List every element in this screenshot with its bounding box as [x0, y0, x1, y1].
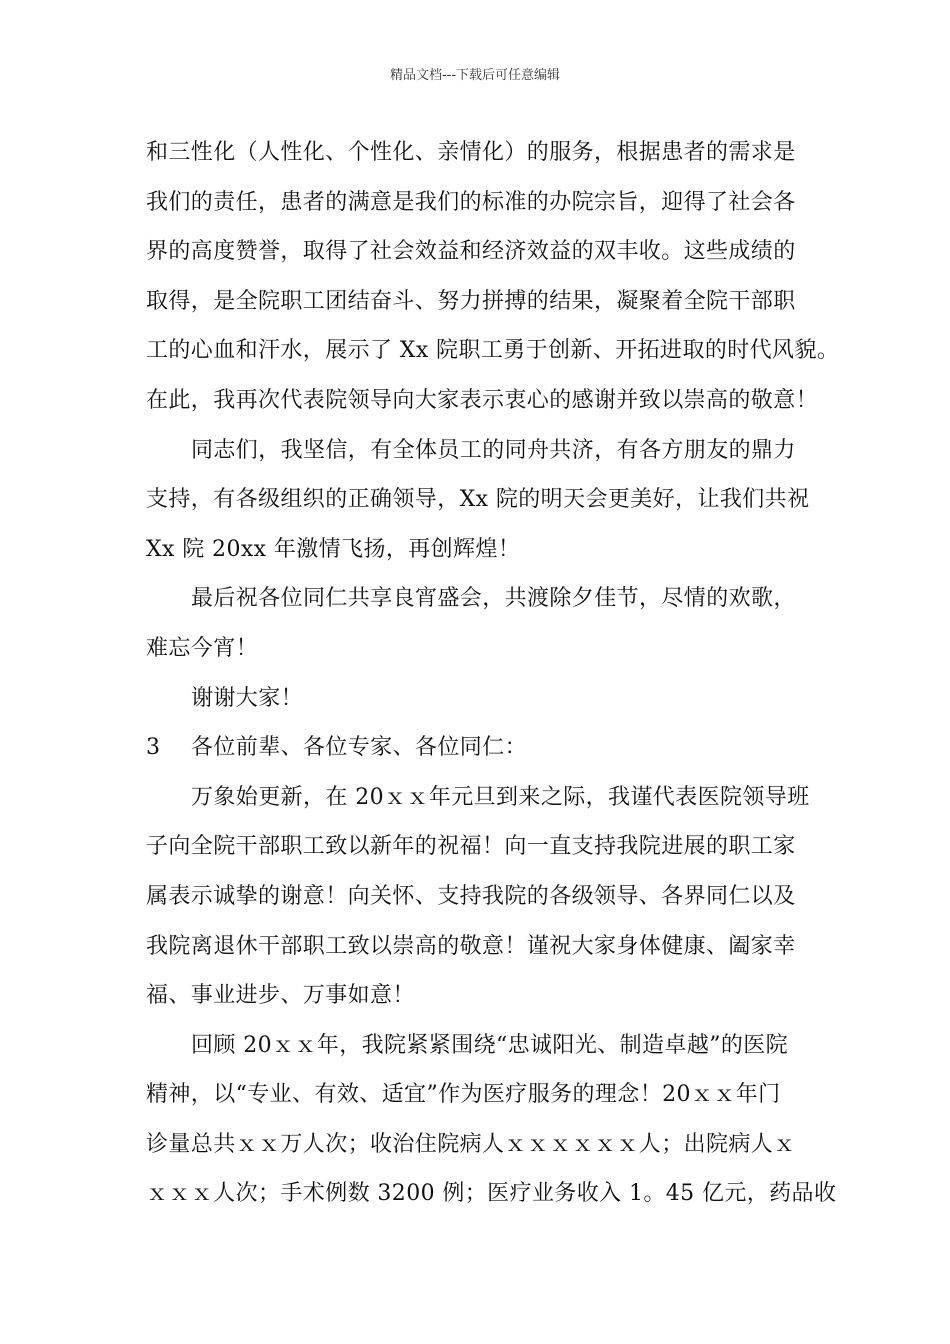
- paragraph-line: 子向全院干部职工致以新年的祝福！向一直支持我院进展的职工家: [146, 834, 796, 860]
- section-heading: [146, 723, 826, 773]
- section-heading-text: 各位前辈、各位专家、各位同仁：: [191, 735, 528, 761]
- section-number: 3: [146, 735, 161, 761]
- paragraph-line: Xx 院 20xx 年激情飞扬，再创辉煌！: [146, 536, 521, 562]
- paragraph-line: 同志们，我坚信，有全体员工的同舟共济，有各方朋友的鼎力: [191, 437, 796, 463]
- paragraph-line: 万象始更新，在 20ｘｘ年元旦到来之际，我谨代表医院领导班: [191, 784, 810, 810]
- page-header: 精品文档---下载后可任意编辑: [389, 68, 561, 83]
- paragraph-line: 回顾 20ｘｘ年，我院紧紧围绕“忠诚阳光、制造卓越”的医院: [191, 1032, 789, 1058]
- paragraph-line: 我们的责任，患者的满意是我们的标准的办院宗旨，迎得了社会各: [146, 189, 796, 215]
- paragraph-line: 最后祝各位同仁共享良宵盛会，共渡除夕佳节，尽情的欢歌，: [191, 586, 796, 612]
- paragraph-line: 属表示诚挚的谢意！向关怀、支持我院的各级领导、各界同仁以及: [146, 883, 796, 909]
- paragraph-line: 我院离退休干部职工致以崇高的敬意！谨祝大家身体健康、阖家幸: [146, 933, 796, 959]
- paragraph-line: 诊量总共ｘｘ万人次；收治住院病人ｘｘｘｘｘｘ人；出院病人ｘ: [146, 1131, 796, 1157]
- paragraph-line: 取得，是全院职工团结奋斗、努力拼搏的结果，凝聚着全院干部职: [146, 288, 796, 314]
- paragraph-line: 工的心血和汗水，展示了 Xx 院职工勇于创新、开拓进取的时代风貌。: [146, 338, 840, 364]
- paragraph-line: ｘｘｘ人次；手术例数 3200 例；医疗业务收入 1。45 亿元，药品收: [146, 1181, 837, 1207]
- paragraph-line: 支持，有各级组织的正确领导，Xx 院的明天会更美好，让我们共祝: [146, 487, 810, 513]
- paragraph-line: 难忘今宵！: [146, 635, 259, 661]
- paragraph-line: 精神，以“专业、有效、适宜”作为医疗服务的理念！20ｘｘ年门: [146, 1082, 781, 1108]
- paragraph-line: 在此，我再次代表院领导向大家表示衷心的感谢并致以崇高的敬意！: [146, 387, 819, 413]
- paragraph-line: 谢谢大家！: [191, 685, 304, 711]
- paragraph-line: 界的高度赞誉，取得了社会效益和经济效益的双丰收。这些成绩的: [146, 239, 796, 265]
- document-body: [146, 128, 840, 1219]
- paragraph-line: 和三性化（人性化、个性化、亲情化）的服务，根据患者的需求是: [146, 140, 796, 165]
- paragraph-line: 福、事业进步、万事如意！: [146, 983, 415, 1009]
